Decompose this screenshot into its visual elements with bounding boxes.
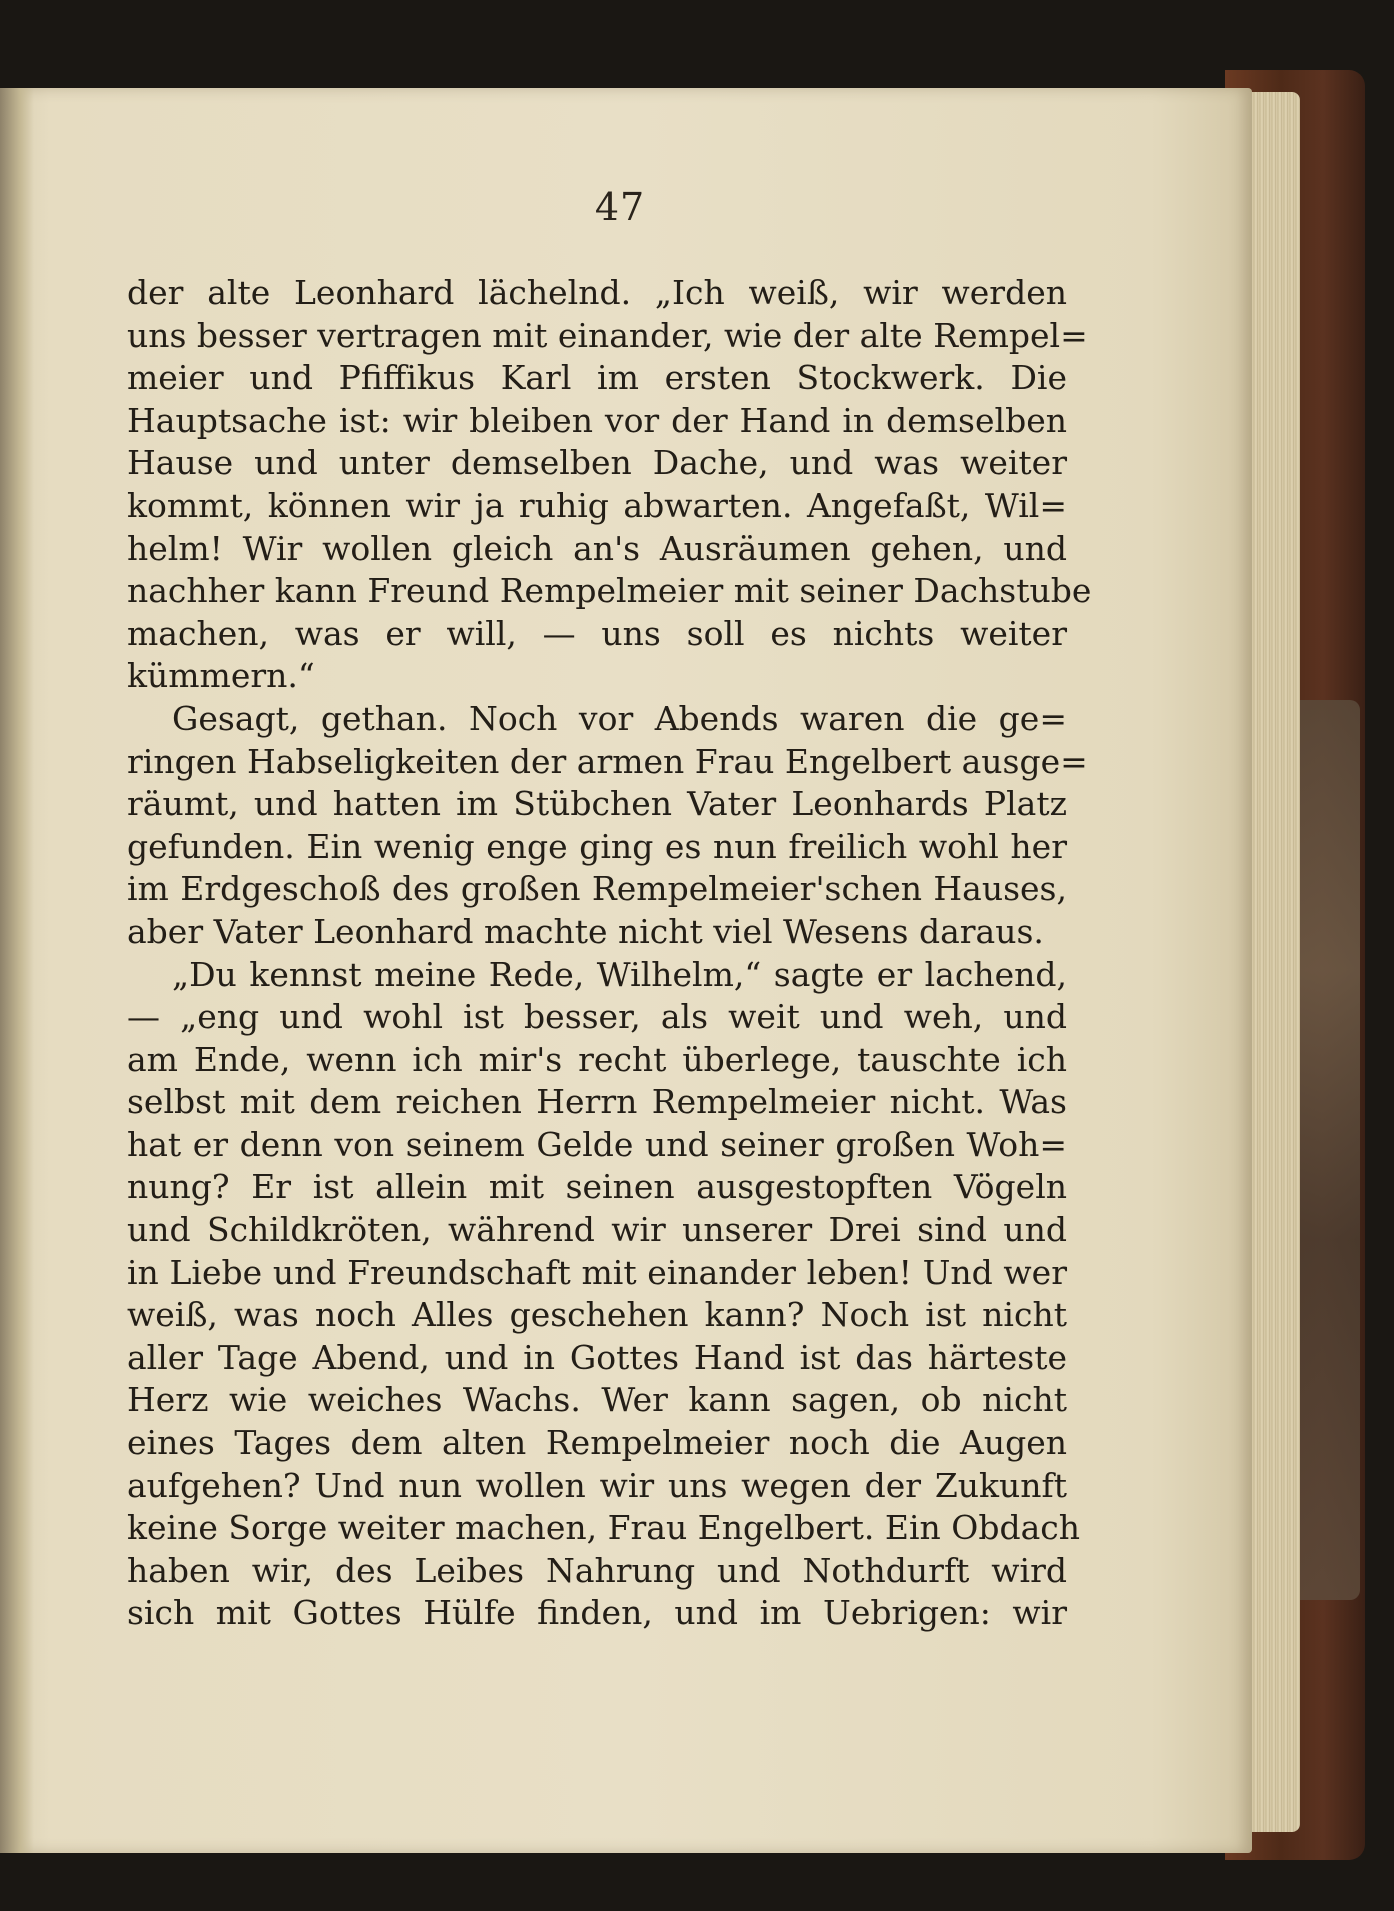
text-line: helm! Wir wollen gleich an's Ausräumen gehen, und bbox=[127, 528, 1067, 568]
text-line: im Erdgeschoß des großen Rempelmeier'schen Hauses, bbox=[127, 869, 1067, 909]
text-line: Gesagt, gethan. Noch vor Abends waren die ge= bbox=[172, 698, 1067, 738]
text-line: „Du kennst meine Rede, Wilhelm,“ sagte er lachend, bbox=[172, 954, 1067, 994]
text-line: Hauptsache ist: wir bleiben vor der Hand in demselben bbox=[127, 400, 1067, 440]
text-line: — „eng und wohl ist besser, als weit und weh, und bbox=[127, 997, 1067, 1037]
text-line: aufgehen? Und nun wollen wir uns wegen der Zukunft bbox=[127, 1465, 1067, 1505]
text-line: hat er denn von seinem Gelde und seiner großen Woh= bbox=[127, 1124, 1067, 1164]
text-line: eines Tages dem alten Rempelmeier noch die Augen bbox=[127, 1423, 1067, 1463]
text-line: der alte Leonhard lächelnd. „Ich weiß, wir werden bbox=[127, 273, 1067, 312]
text-line: nung? Er ist allein mit seinen ausgestopften Vögeln bbox=[127, 1167, 1067, 1207]
book-cover-worn-edge bbox=[1290, 700, 1360, 1600]
text-line: räumt, und hatten im Stübchen Vater Leonhards Platz bbox=[127, 784, 1067, 824]
text-line: aber Vater Leonhard machte nicht viel Wesens daraus. bbox=[127, 911, 1044, 951]
text-line: machen, was er will, — uns soll es nichts weiter bbox=[127, 613, 1067, 653]
text-line: selbst mit dem reichen Herrn Rempelmeier nicht. Was bbox=[127, 1082, 1067, 1122]
text-line: und Schildkröten, während wir unserer Drei sind und bbox=[127, 1210, 1067, 1250]
text-line: gefunden. Ein wenig enge ging es nun freilich wohl her bbox=[127, 826, 1067, 866]
text-line: nachher kann Freund Rempelmeier mit seiner Dachstube bbox=[127, 571, 1092, 611]
page-gutter bbox=[0, 88, 34, 1853]
text-line: kommt, können wir ja ruhig abwarten. Angefaßt, Wil= bbox=[127, 485, 1067, 525]
text-line: Herz wie weiches Wachs. Wer kann sagen, ob nicht bbox=[127, 1380, 1067, 1420]
text-line: sich mit Gottes Hülfe finden, und im Uebrigen: wir bbox=[127, 1593, 1067, 1633]
text-line: weiß, was noch Alles geschehen kann? Noch ist nicht bbox=[127, 1295, 1067, 1335]
text-line: uns besser vertragen mit einander, wie der alte Rempel= bbox=[127, 315, 1088, 355]
text-line: keine Sorge weiter machen, Frau Engelbert. Ein Obdach bbox=[127, 1508, 1081, 1548]
text-line: Hause und unter demselben Dache, und was weiter bbox=[127, 443, 1067, 483]
text-line: aller Tage Abend, und in Gottes Hand ist das härteste bbox=[127, 1337, 1067, 1377]
body-text bbox=[127, 272, 1092, 1635]
text-line: in Liebe und Freundschaft mit einander leben! Und wer bbox=[127, 1252, 1067, 1292]
page-number: 47 bbox=[594, 185, 646, 229]
text-line: haben wir, des Leibes Nahrung und Nothdurft wird bbox=[127, 1550, 1067, 1590]
text-line: am Ende, wenn ich mir's recht überlege, tauschte ich bbox=[127, 1039, 1067, 1079]
text-line: kümmern.“ bbox=[127, 656, 315, 696]
text-line: meier und Pfiffikus Karl im ersten Stockwerk. Die bbox=[127, 358, 1067, 398]
text-line: ringen Habseligkeiten der armen Frau Engelbert ausge= bbox=[127, 741, 1088, 781]
